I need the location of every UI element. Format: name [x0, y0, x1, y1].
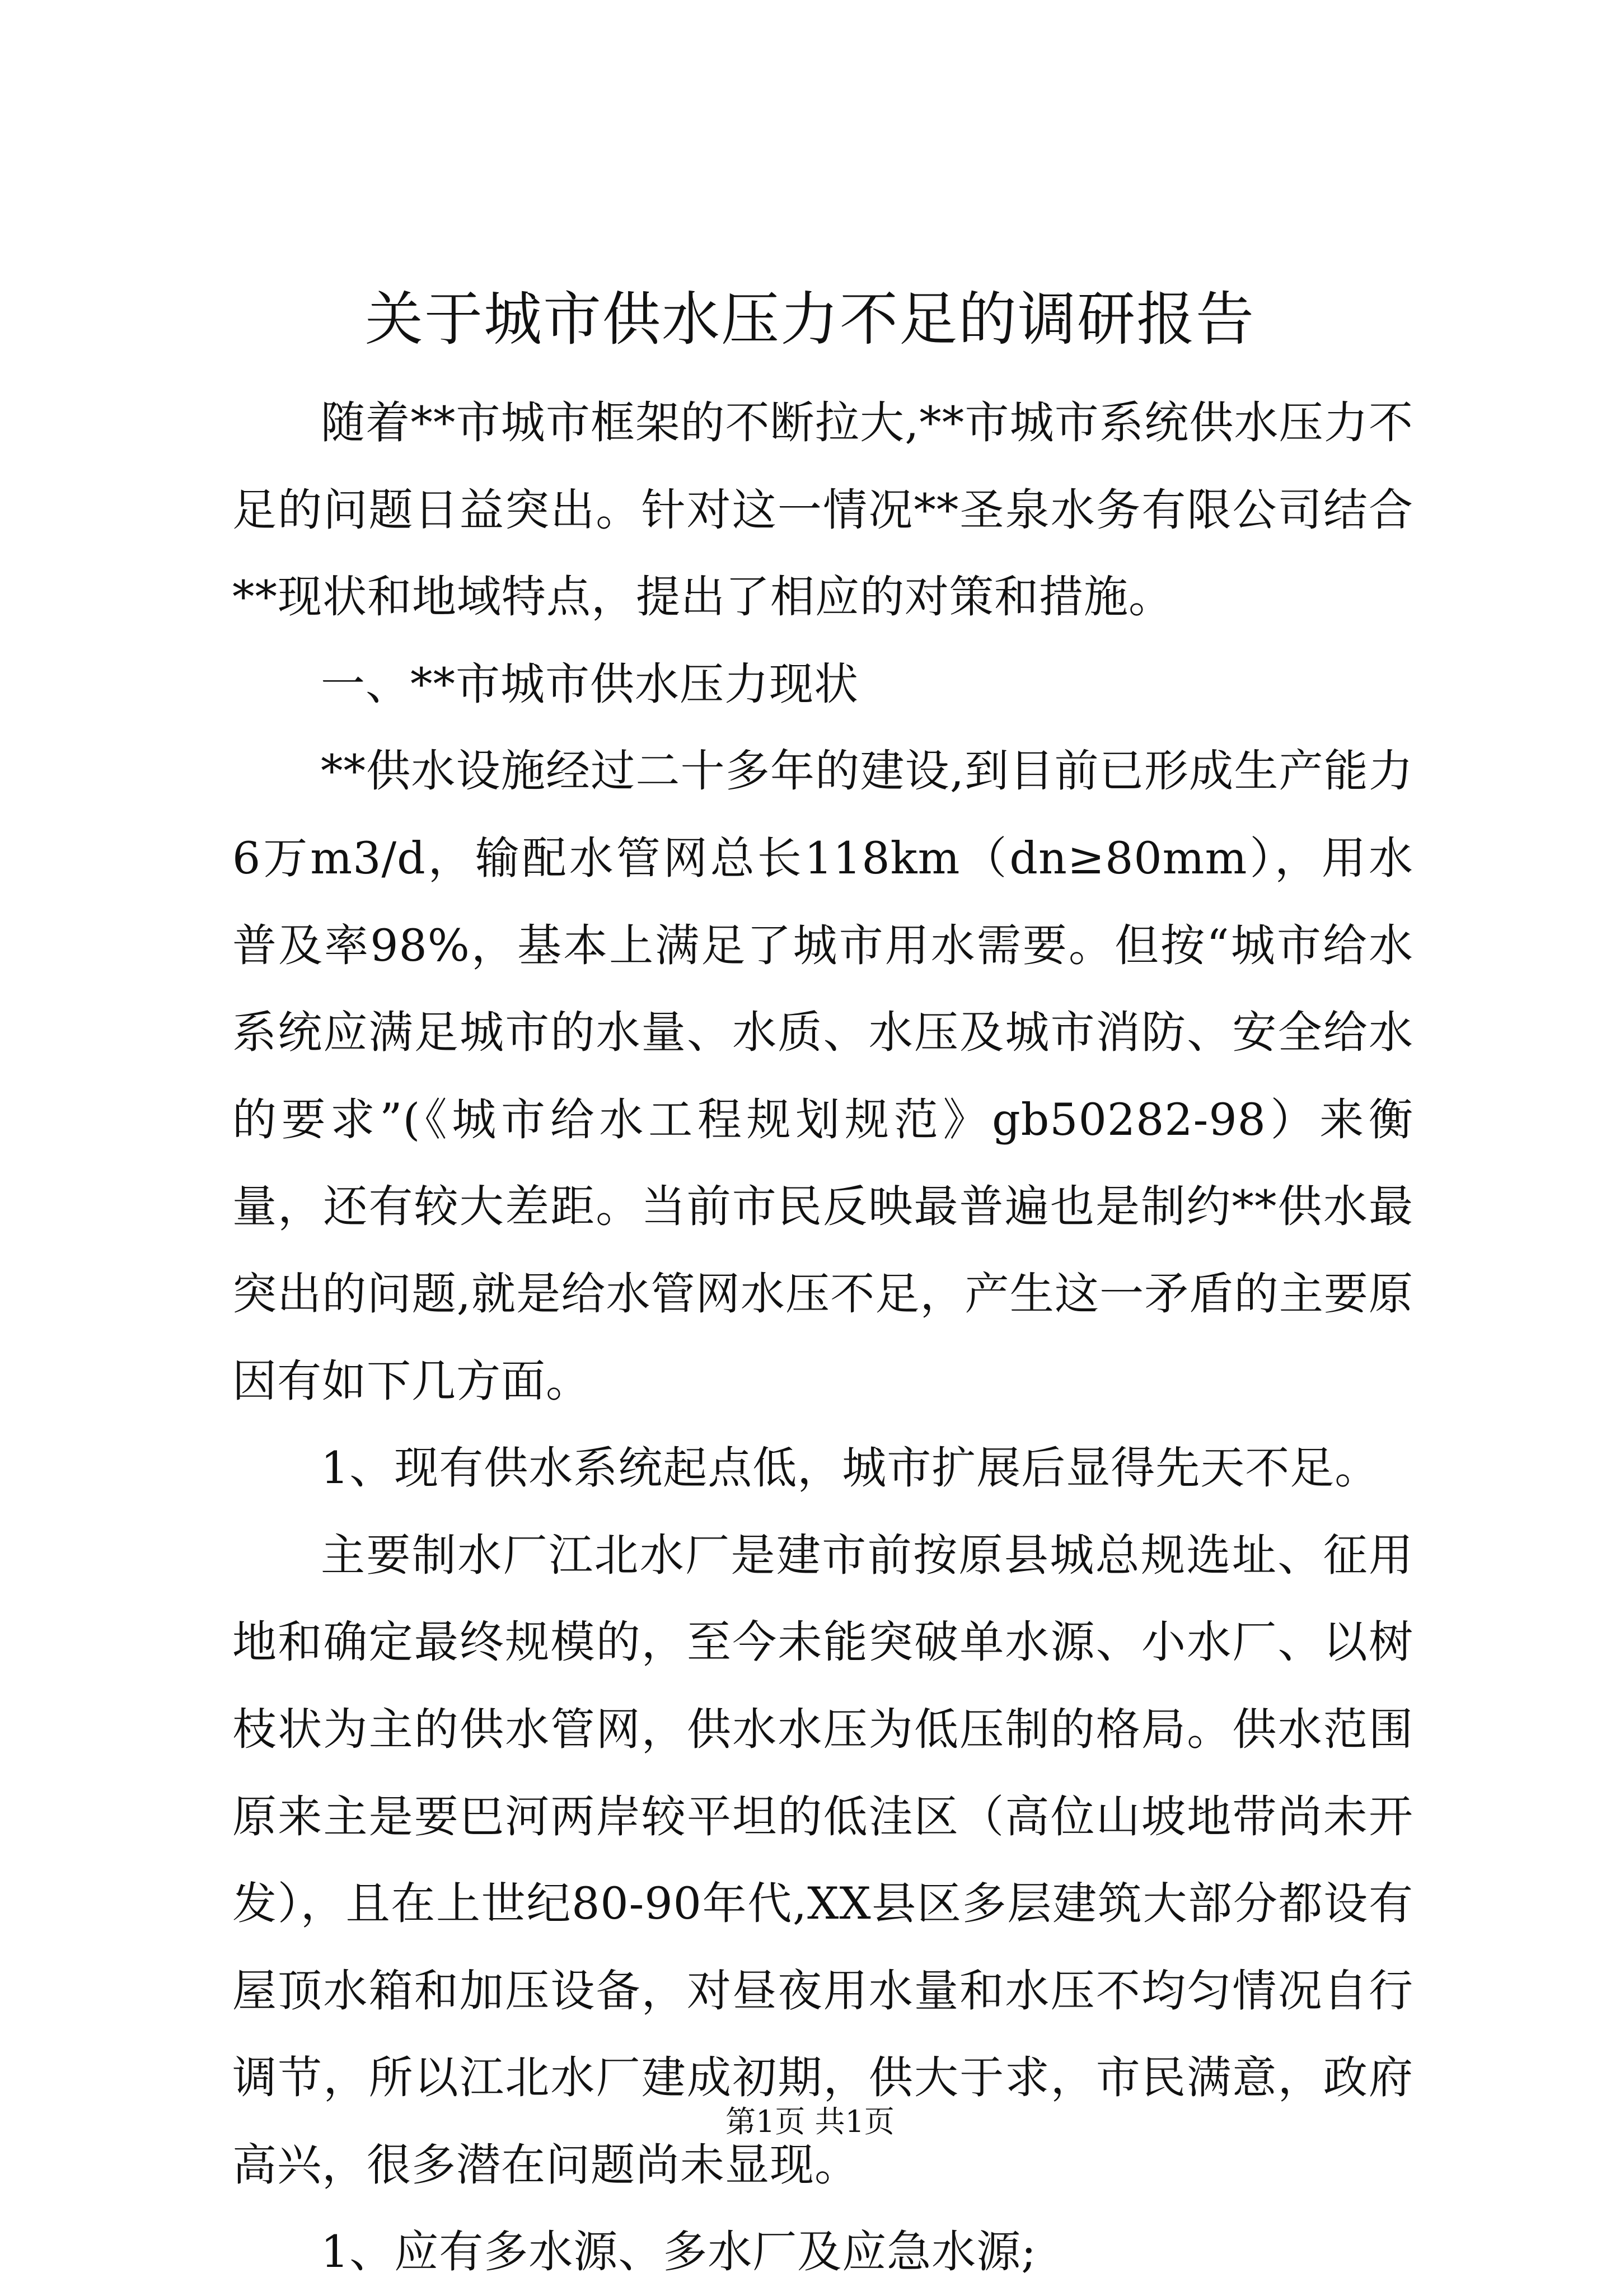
- document-body: [232, 380, 1413, 2296]
- paragraph-water-plant: 主要制水厂江北水厂是建市前按原县城总规选址、征用地和确定最终规模的，至今未能突破单水源、小水厂、以树枝状为主的供水管网，供水水压为低压制的格局。供水范围原来主是要巴河两岸较平坦的低洼区（高位山坡地带尚未开发），且在上世纪80-90年代,XX县区多层建筑大部分都设有屋顶水箱和加压设备，对昼夜用水量和水压不均匀情况自行调节，所以江北水厂建成初期，供大于求，市民满意，政府高兴，很多潜在问题尚未显现。: [232, 1529, 1413, 2191]
- document-title: 关于城市供水压力不足的调研报告: [364, 285, 1255, 353]
- section-heading-1: 一、**市城市供水压力现状: [321, 658, 859, 710]
- paragraph-intro: 随着**市城市框架的不断拉大,**市城市系统供水压力不足的问题日益突出。针对这一情况**圣泉水务有限公司结合**现状和地域特点，提出了相应的对策和措施。: [232, 397, 1413, 623]
- subheading-multi-source: 1、应有多水源、多水厂及应急水源;: [321, 2226, 1037, 2278]
- subheading-1: 1、现有供水系统起点低，城市扩展后显得先天不足。: [321, 1442, 1380, 1494]
- paragraph-current-status: **供水设施经过二十多年的建设,到目前已形成生产能力6万m3/d，输配水管网总长118km（dn≥80mm），用水普及率98%，基本上满足了城市用水需要。但按“城市给水系统应满足城市的水量、水质、水压及城市消防、安全给水的要求”(《城市给水工程规划规范》gb50282-98）来衡量，还有较大差距。当前市民反映最普遍也是制约**供水最突出的问题,就是给水管网水压不足，产生这一矛盾的主要原因有如下几方面。: [232, 745, 1413, 1407]
- page-footer: 第1页 共1页: [725, 2104, 895, 2139]
